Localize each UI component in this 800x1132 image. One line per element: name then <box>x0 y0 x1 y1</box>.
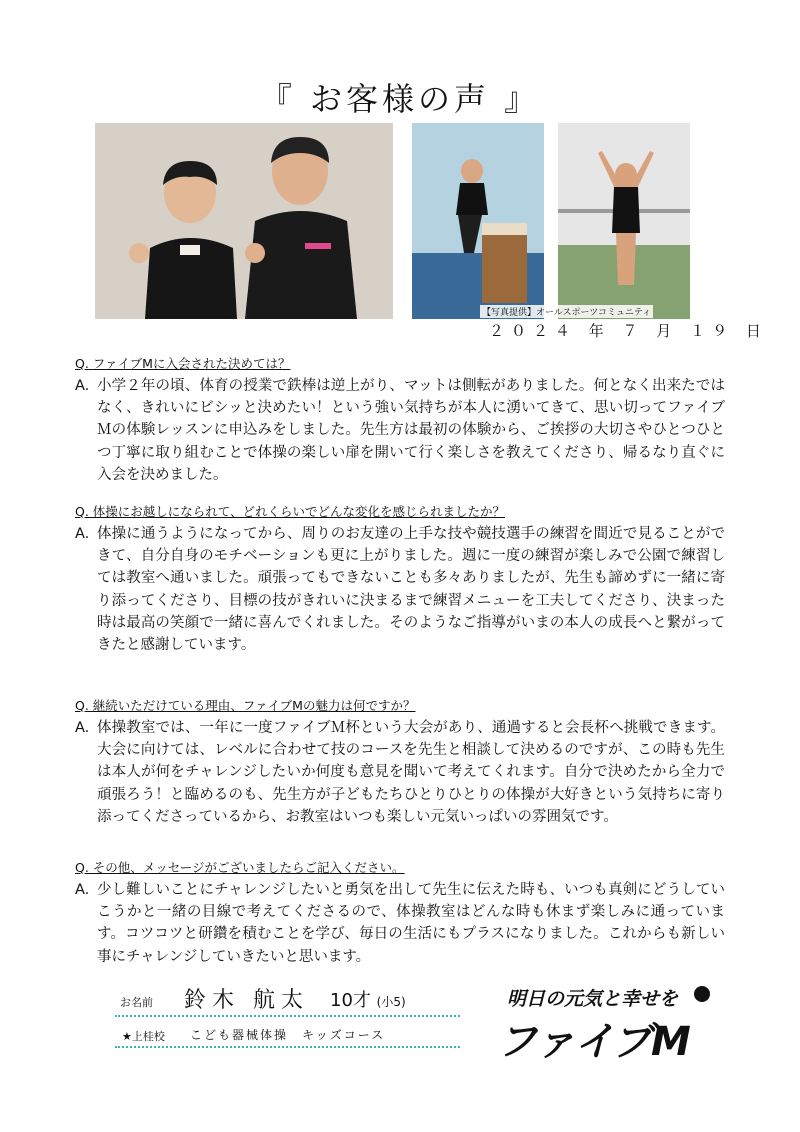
name-label: お名前 <box>120 996 153 1009</box>
question-text: Q. その他、メッセージがございましたらご記入ください。 <box>75 860 405 875</box>
vaulting-photo <box>412 123 544 319</box>
course-underline <box>115 1046 460 1048</box>
answer-text <box>75 717 725 828</box>
question-text: Q. 体操にお越しになられて、どれくらいでどんな変化を感じられましたか？ <box>75 504 506 519</box>
answer-body: 少し難しいことにチャレンジしたいと勇気を出して先生に伝えた時も、いつも真剣にどうしていこうかと一緒の目線で考えてくださるので、体操教室はどんな時も休まず楽しみに通っています。コツコツと研鑽を積むことを学び、毎日の生活にもプラスになりました。これからも新しい事にチャレンジしていきたいと思います。 <box>97 882 725 965</box>
qa-block <box>75 355 725 486</box>
bar-pose-photo <box>558 123 690 319</box>
answer-mark: A. <box>75 720 90 736</box>
customer-age <box>330 986 406 1012</box>
answer-text <box>75 523 725 656</box>
customer-name: 鈴木 航太 <box>184 988 309 1013</box>
answer-body: 体操教室では、一年に一度ファイブＭ杯という大会があり、通過すると会長杯へ挑戦できます。大会に向けては、レベルに合わせて技のコースを先生と相談して決めるのですが、この時も先生は本人が何をチャレンジしたいか何度も意見を聞いて考えてくれます。自分で決めたから全力で頑張ろう！と臨めるのも、先生方が子どもたちひとりひとりの体操が大好きという気持ちに寄り添ってくださっているから、お教室はいつも楽しい元気いっぱいの雰囲気です。 <box>97 720 725 825</box>
age-text: 10才 <box>330 990 371 1011</box>
answer-mark: A. <box>75 526 90 542</box>
coach-and-child-photo <box>95 123 393 319</box>
question-text: Q. ファイブMに入会された決めては？ <box>75 356 291 371</box>
logo-dot-icon <box>694 986 710 1002</box>
interview-date: ２０２４ 年 ７ 月 １９ 日 <box>489 322 768 340</box>
slogan: 明日の元気と幸せを <box>507 988 679 1010</box>
brand-logo: ファイブM <box>497 1019 690 1065</box>
grade-text: (小5) <box>376 995 406 1009</box>
answer-text <box>75 879 725 968</box>
answer-body: 小学２年の頃、体育の授業で鉄棒は逆上がり、マットは側転がありました。何となく出来たではなく、きれいにビシッと決めたい！という強い気持ちが本人に湧いてきて、思い切ってファイブＭの体験レッスンに申込みをしました。先生方は最初の体験から、ご挨拶の大切さやひとつひとつ丁寧に取り組むことで体操の楽しい扉を開いて行く楽しさを教えてくださり、帰るなり直ぐに入会を決めました。 <box>97 378 725 483</box>
qa-block <box>75 859 725 968</box>
course-name: こども器械体操 キッズコース <box>190 1028 386 1042</box>
qa-block <box>75 697 725 828</box>
question-text: Q. 継続いただけている理由、ファイブMの魅力は何ですか？ <box>75 698 416 713</box>
name-underline <box>115 1015 460 1017</box>
page-title: 『 お客様の声 』 <box>259 80 541 118</box>
photo-credit: 【写真提供】オールスポーツコミュニティ <box>480 305 653 318</box>
answer-text <box>75 375 725 486</box>
answer-mark: A. <box>75 882 90 898</box>
qa-block <box>75 503 725 656</box>
answer-body: 体操に通うようになってから、周りのお友達の上手な技や競技選手の練習を間近で見ることができて、自分自身のモチベーションも更に上がりました。週に一度の練習が楽しみで公園で練習しては教室へ通いました。頑張ってもできないことも多々ありましたが、先生も諦めずに一緒に寄り添ってくださり、目標の技がきれいに決まるまで練習メニューを工夫してくださり、決まった時は最高の笑顔で一緒に喜んでくれました。そのようなご指導がいまの本人の成長へと繋がってきたと感謝しています。 <box>97 526 725 654</box>
answer-mark: A. <box>75 378 90 394</box>
course-label: ★上桂校 <box>122 1030 165 1043</box>
